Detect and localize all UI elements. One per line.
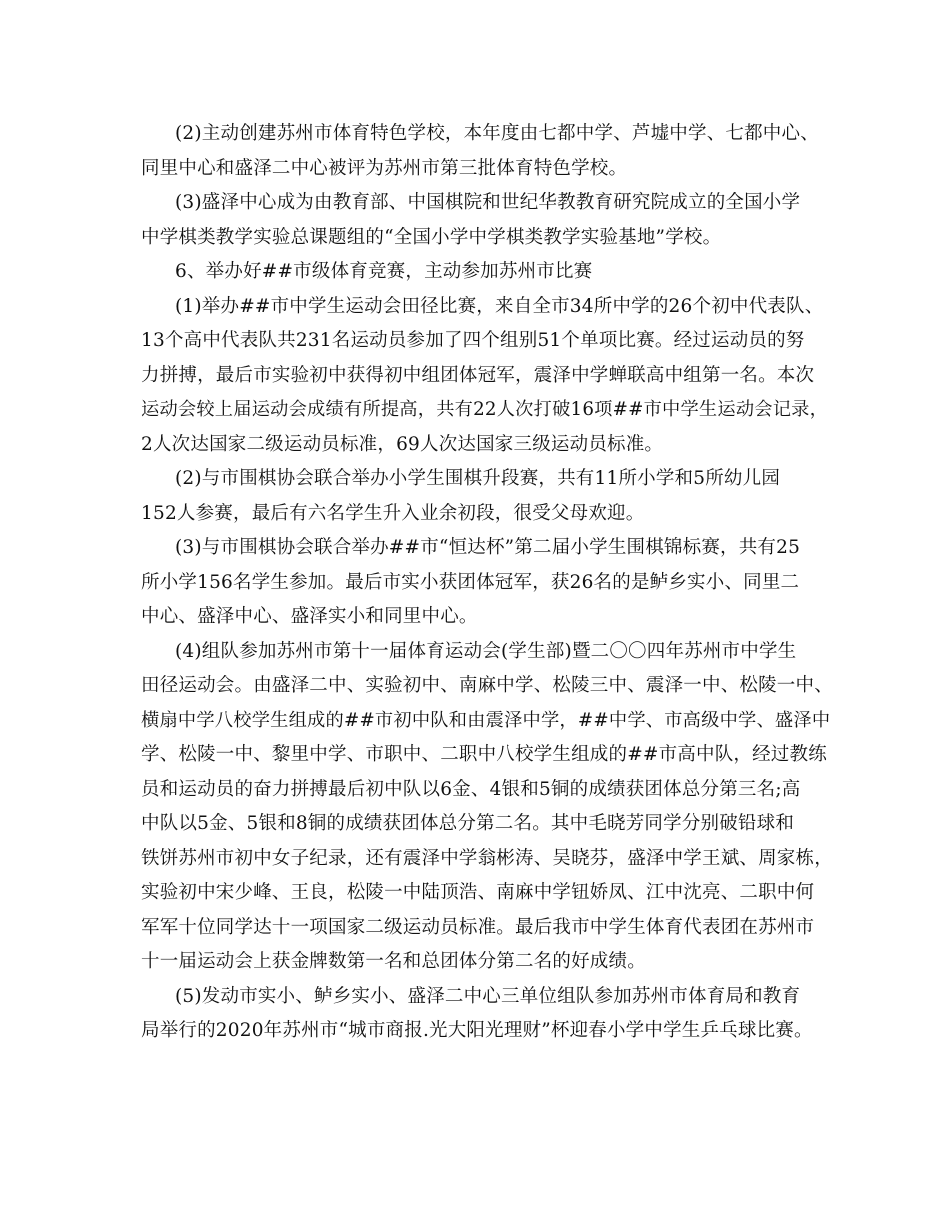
paragraph-first-line: (5)发动市实小、鲈乡实小、盛泽二中心三单位组队参加苏州市体育局和教育 (175, 985, 801, 1007)
paragraph-line: 中队以5金、5银和8铜的成绩获团体总分第二名。其中毛晓芳同学分别破铅球和 (141, 813, 795, 834)
paragraph-line: 所小学156名学生参加。最后市实小获团体冠军，获26名的是鲈乡实小、同里二 (141, 571, 800, 593)
paragraph-line: 力拼搏，最后市实验初中获得初中组团体冠军，震泽中学蝉联高中组第一名。本次 (141, 364, 815, 386)
paragraph-line: 学、松陵一中、黎里中学、市职中、二职中八校学生组成的##市高中队，经过教练 (141, 744, 827, 765)
paragraph-line: 十一届运动会上获金牌数第一名和总团体分第二名的好成绩。 (141, 951, 646, 972)
paragraph-line: 152人参赛，最后有六名学生升入业余初段，很受父母欢迎。 (141, 502, 645, 524)
paragraph-line: 铁饼苏州市初中女子纪录，还有震泽中学翁彬涛、吴晓芬，盛泽中学王斌、周家栋， (141, 847, 833, 869)
paragraph-first-line: (2)主动创建苏州市体育特色学校，本年度由七都中学、芦墟中学、七都中心、 (175, 123, 819, 144)
paragraph-line: 局举行的2020年苏州市“城市商报.光大阳光理财”杯迎春小学中学生乒乓球比赛。 (141, 1020, 813, 1041)
paragraph-line: 横扇中学八校学生组成的##市初中队和由震泽中学，##中学、市高级中学、盛泽中 (141, 709, 831, 731)
paragraph-line: 中学棋类教学实验总课题组的“全国小学中学棋类教学实验基地”学校。 (141, 226, 722, 248)
paragraph-line: 员和运动员的奋力拼搏最后初中队以6金、4银和5铜的成绩获团体总分第三名;高 (141, 778, 801, 800)
paragraph-line: 田径运动会。由盛泽二中、实验初中、南麻中学、松陵三中、震泽一中、松陵一中、 (141, 675, 833, 696)
paragraph-line: 中心、盛泽中心、盛泽实小和同里中心。 (141, 606, 478, 627)
paragraph-line: 军军十位同学达十一项国家二级运动员标准。最后我市中学生体育代表团在苏州市 (141, 916, 815, 938)
paragraph-first-line: 6、举办好##市级体育竞赛，主动参加苏州市比赛 (175, 261, 593, 282)
document-body (141, 117, 831, 1049)
paragraph-first-line: (4)组队参加苏州市第十一届体育运动会(学生部)暨二〇〇四年苏州市中学生 (175, 640, 797, 662)
paragraph-first-line: (2)与市围棋协会联合举办小学生围棋升段赛，共有11所小学和5所幼儿园 (175, 468, 781, 489)
paragraph-line: 13个高中代表队共231名运动员参加了四个组别51个单项比赛。经过运动员的努 (141, 330, 805, 351)
paragraph-first-line: (3)盛泽中心成为由教育部、中国棋院和世纪华教教育研究院成立的全国小学 (175, 192, 801, 213)
paragraph-first-line: (3)与市围棋协会联合举办##市“恒达杯”第二届小学生围棋锦标赛，共有25 (175, 537, 801, 558)
paragraph-line: 同里中心和盛泽二中心被评为苏州市第三批体育特色学校。 (141, 157, 628, 179)
paragraph-line: 2人次达国家二级运动员标准，69人次达国家三级运动员标准。 (141, 433, 664, 455)
paragraph-line: 运动会较上届运动会成绩有所提高，共有22人次打破16项##市中学生运动会记录， (141, 399, 829, 420)
paragraph-line: 实验初中宋少峰、王良，松陵一中陆顶浩、南麻中学钮娇凤、江中沈亮、二职中何 (141, 882, 815, 903)
paragraph-first-line: (1)举办##市中学生运动会田径比赛，来自全市34所中学的26个初中代表队、 (175, 295, 824, 317)
